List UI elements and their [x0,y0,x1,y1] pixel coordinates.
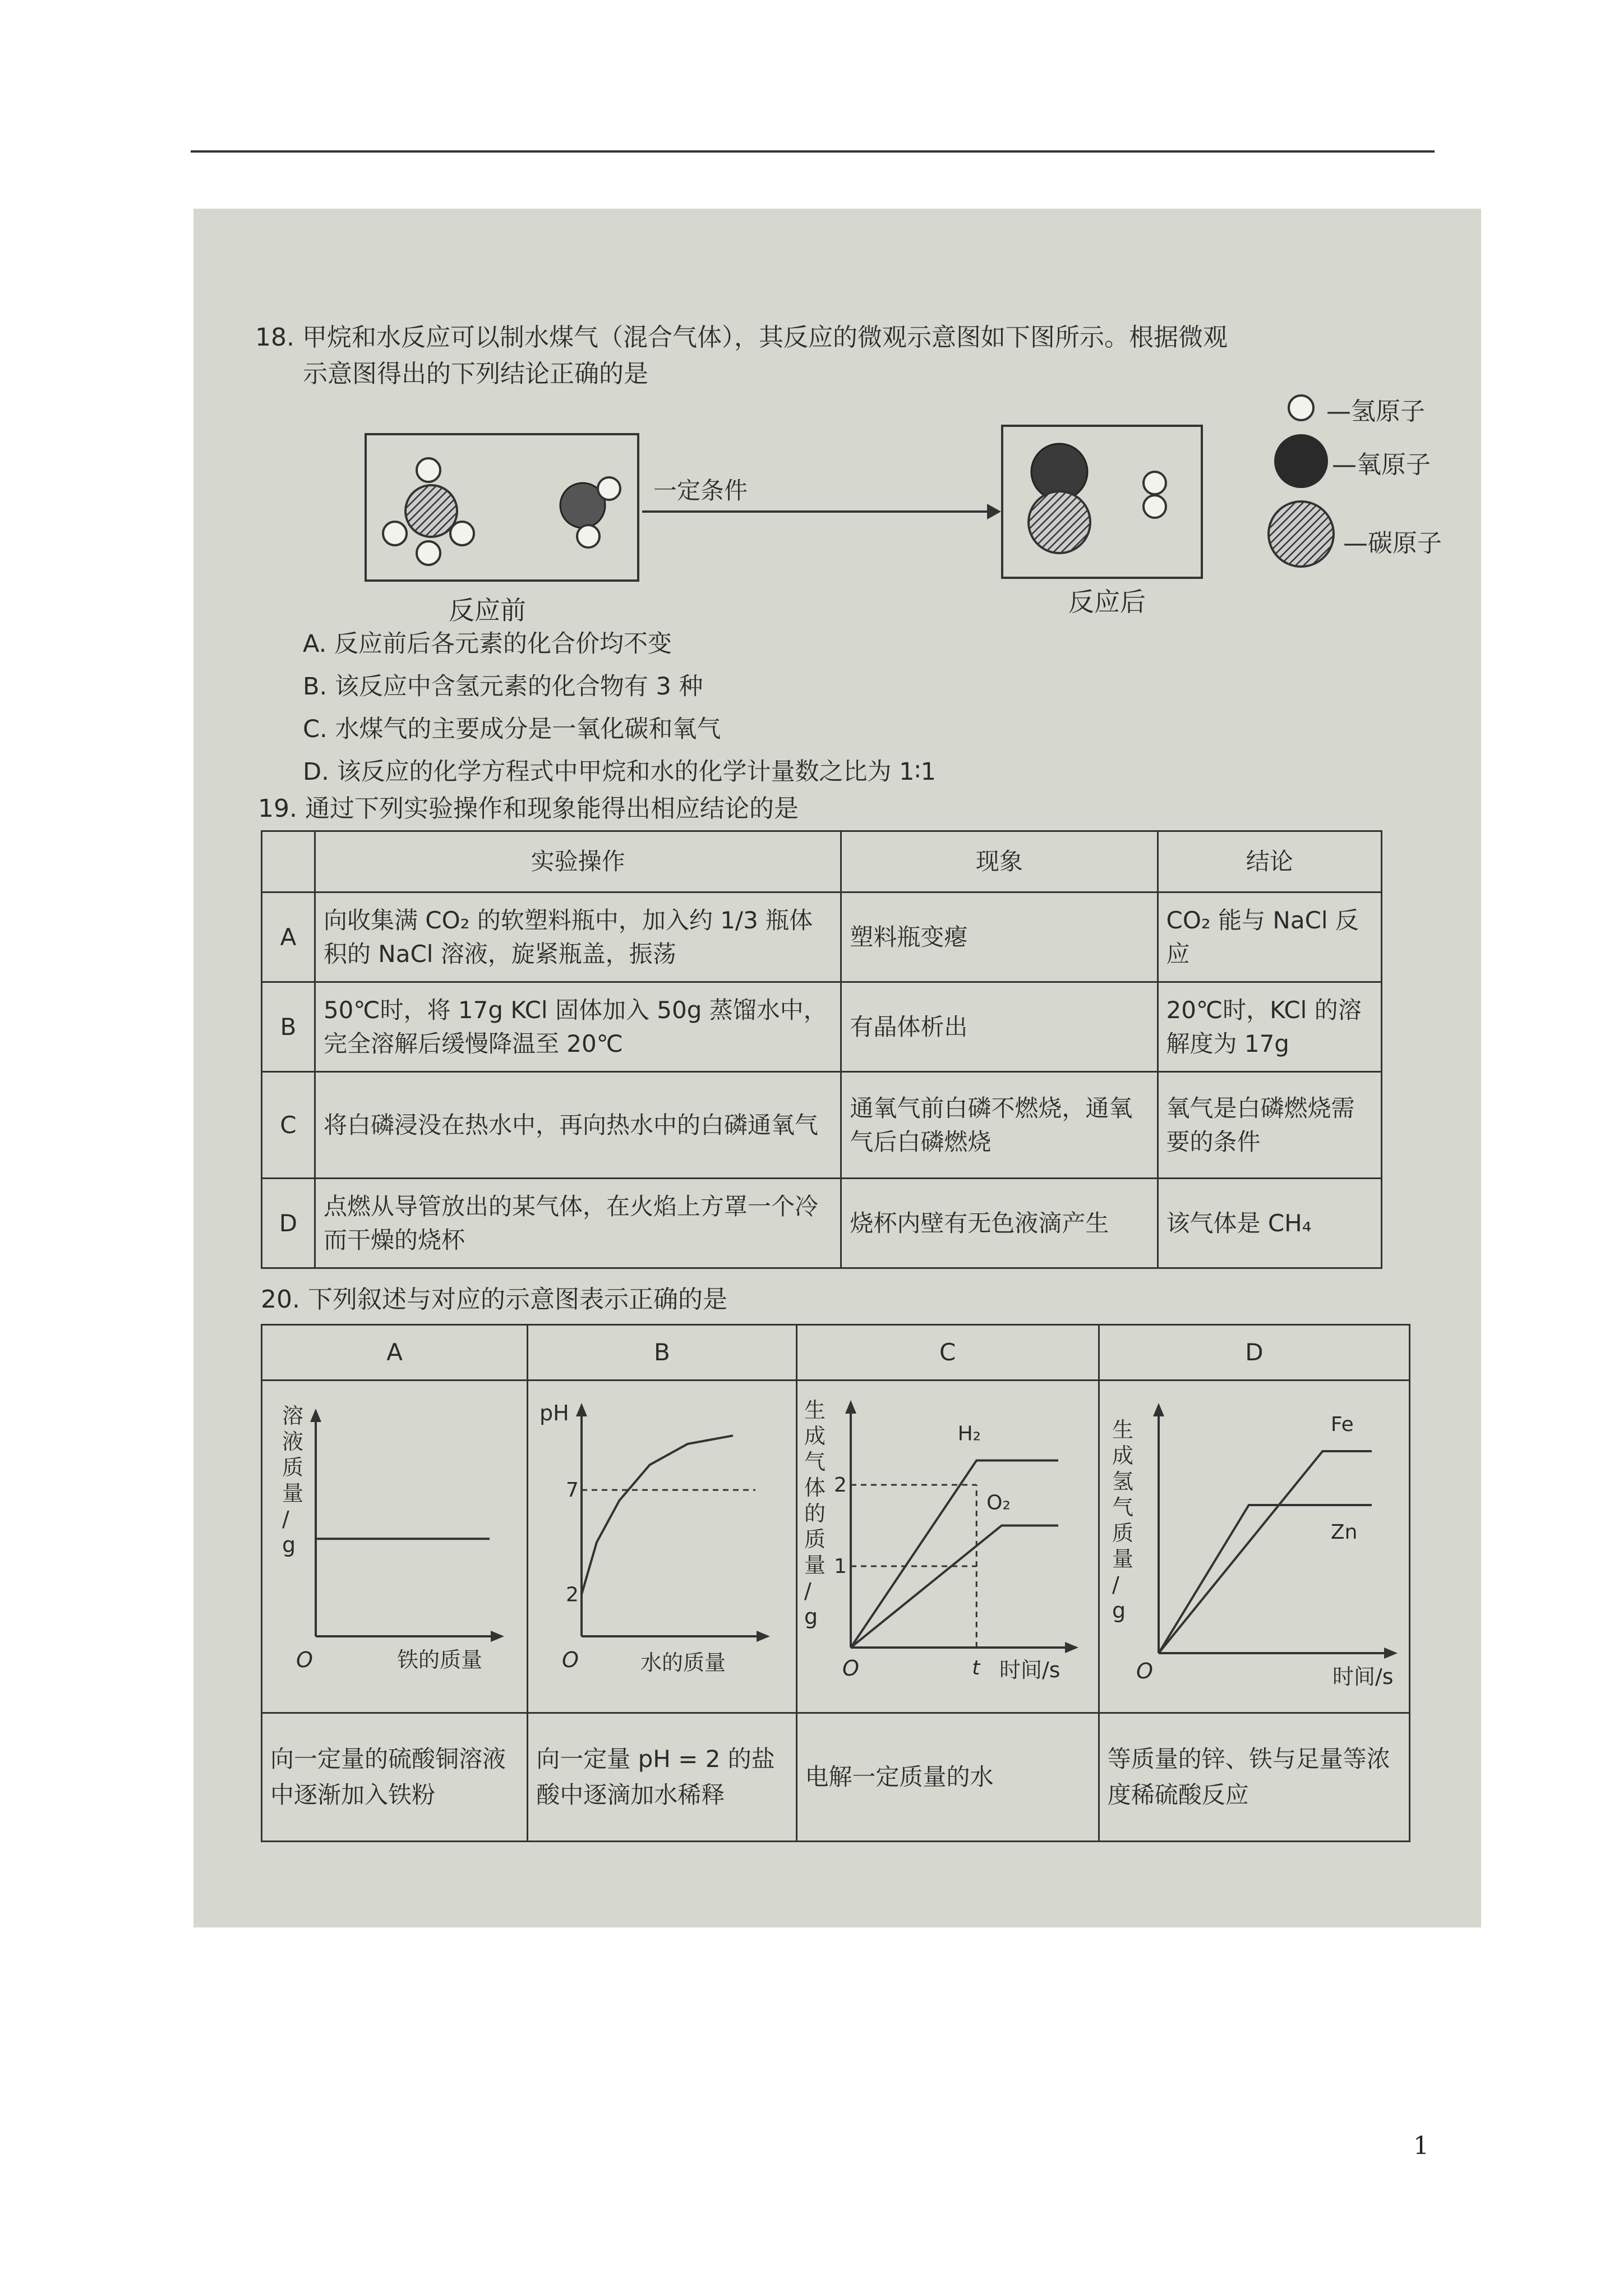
x-axis-arrow-icon [1065,1642,1078,1653]
y-tick-label: 1 [833,1555,847,1578]
before-caption: 反应前 [449,595,526,625]
hydrogen-molecule [1144,472,1166,518]
operation-cell: 50℃时，将 17g KCl 固体加入 50g 蒸馏水中，完全溶解后缓慢降温至 20℃ [315,982,841,1072]
row-label: C [262,1072,315,1179]
x-axis-label: 时间/s [999,1658,1061,1682]
reaction-before-box [365,433,639,582]
q20-header-row [262,1325,1410,1381]
legend-oxygen-label: —氧原子 [1332,450,1431,479]
q20-header-d: D [1099,1325,1409,1381]
q19-header-phenomenon: 现象 [841,831,1158,892]
y-tick-label: 2 [566,1583,579,1607]
origin-label: O [296,1648,313,1672]
header-rule [191,150,1435,153]
oxygen-atom-icon [1270,433,1332,495]
y-tick-label: 2 [833,1474,847,1497]
y-axis-arrow-icon [1153,1403,1164,1416]
q19-header-operation: 实验操作 [315,831,841,892]
x-axis-arrow-icon [491,1631,504,1642]
operation-cell: 向收集满 CO₂ 的软塑料瓶中，加入约 1/3 瓶体积的 NaCl 溶液，旋紧瓶盖，振荡 [315,892,841,982]
carbon-atom-icon [405,485,457,537]
y-axis-label: pH [540,1401,569,1425]
page-number: 1 [1413,2132,1429,2160]
after-caption: 反应后 [1068,587,1146,617]
description-d: 等质量的锌、铁与足量等浓度稀硫酸反应 [1099,1713,1409,1842]
graph-d [1100,1381,1408,1706]
q19-header-conclusion: 结论 [1158,831,1382,892]
origin-label: O [1136,1659,1153,1683]
table-row [262,892,1382,982]
series-line [851,1526,1058,1648]
table-row [262,1179,1382,1268]
q19-stem: 19. 通过下列实验操作和现象能得出相应结论的是 [258,794,799,823]
hydrogen-atom-icon [598,477,620,500]
phenomenon-cell: 通氧气前白磷不燃烧，通氧气后白磷燃烧 [841,1072,1158,1179]
q18-option-c: C. 水煤气的主要成分是一氧化碳和氧气 [303,715,721,743]
q18-option-a: A. 反应前后各元素的化合价均不变 [303,630,672,658]
q20-stem: 20. 下列叙述与对应的示意图表示正确的是 [261,1285,727,1314]
series-line [1159,1451,1372,1653]
graph-c [797,1381,1098,1706]
q19-header-row [262,831,1382,892]
phenomenon-cell: 塑料瓶变瘪 [841,892,1158,982]
hydrogen-atom-icon [1281,388,1321,427]
description-a: 向一定量的硫酸铜溶液中逐渐加入铁粉 [262,1713,528,1842]
scanned-page-photo [193,209,1481,1927]
q20-graph-row [262,1381,1410,1713]
x-axis-arrow-icon [757,1631,770,1642]
x-axis-label: 铁的质量 [397,1648,483,1672]
series-line [582,1435,733,1594]
q19-header-blank [262,831,315,892]
y-axis-arrow-icon [845,1400,856,1414]
x-tick-label: t [971,1657,980,1680]
hydrogen-atom-icon [417,541,440,565]
series-label: Zn [1330,1521,1358,1544]
water-molecule [560,477,620,547]
x-axis-label: 时间/s [1332,1664,1394,1689]
q18-option-b: B. 该反应中含氢元素的化合物有 3 种 [303,673,703,701]
hydrogen-atom-icon [417,458,440,482]
y-axis-arrow-icon [576,1403,587,1416]
series-label: O₂ [986,1491,1011,1515]
conclusion-cell: 氧气是白磷燃烧需要的条件 [1158,1072,1382,1179]
q20-header-a: A [262,1325,528,1381]
table-row [262,982,1382,1072]
hydrogen-atom-icon [383,522,407,545]
hydrogen-atom-icon [1144,495,1166,518]
row-label: B [262,982,315,1072]
carbon-monoxide-molecule [1029,444,1090,553]
legend-carbon-label: —碳原子 [1343,529,1442,558]
product-molecules [1003,427,1201,577]
q20-description-row [262,1713,1410,1842]
conclusion-cell: 该气体是 CH₄ [1158,1179,1382,1268]
y-axis-label: 溶液质量/ g [282,1404,304,1557]
q18-option-d: D. 该反应的化学方程式中甲烷和水的化学计量数之比为 1∶1 [303,758,937,786]
x-axis-arrow-icon [1384,1648,1398,1659]
graph-a [262,1381,526,1706]
carbon-atom-icon [1265,500,1338,573]
carbon-atom-icon [1029,491,1090,553]
hydrogen-atom-icon [450,522,474,545]
reaction-after-box [1001,425,1203,579]
hydrogen-atom-icon [577,525,600,547]
y-tick-label: 7 [566,1479,579,1502]
series-label: Fe [1330,1413,1354,1436]
conclusion-cell: CO₂ 能与 NaCl 反应 [1158,892,1382,982]
q18-stem-line2: 示意图得出的下列结论正确的是 [303,360,648,388]
description-c: 电解一定质量的水 [796,1713,1099,1842]
y-axis-label: 生成气体的质量/ g [804,1398,826,1629]
q18-stem-line1: 18. 甲烷和水反应可以制水煤气（混合气体），其反应的微观示意图如下图所示。根据微观 [255,323,1228,352]
series-label: H₂ [957,1422,981,1446]
q20-header-c: C [796,1325,1099,1381]
operation-cell: 点燃从导管放出的某气体，在火焰上方罩一个冷而干燥的烧杯 [315,1179,841,1268]
arrow-label: 一定条件 [653,477,748,504]
legend-hydrogen-label: —氢原子 [1326,397,1425,426]
conclusion-cell: 20℃时，KCl 的溶解度为 17g [1158,982,1382,1072]
reaction-arrow-icon [642,495,1001,528]
origin-label: O [842,1656,859,1681]
y-axis-arrow-icon [310,1409,321,1422]
origin-label: O [562,1648,579,1672]
description-b: 向一定量 pH = 2 的盐酸中逐滴加水稀释 [528,1713,796,1842]
table-row [262,1072,1382,1179]
series-line [851,1461,1058,1648]
q20-table [261,1324,1410,1842]
phenomenon-cell: 烧杯内壁有无色液滴产生 [841,1179,1158,1268]
methane-molecule [383,458,474,565]
q20-header-b: B [528,1325,796,1381]
row-label: A [262,892,315,982]
y-axis-label: 生成氢气质量/ g [1112,1418,1133,1623]
graph-b [528,1381,795,1706]
hydrogen-atom-icon [1144,472,1166,494]
q19-table [261,830,1382,1269]
row-label: D [262,1179,315,1268]
x-axis-label: 水的质量 [640,1650,726,1675]
reactant-molecules [367,435,637,579]
phenomenon-cell: 有晶体析出 [841,982,1158,1072]
operation-cell: 将白磷浸没在热水中，再向热水中的白磷通氧气 [315,1072,841,1179]
